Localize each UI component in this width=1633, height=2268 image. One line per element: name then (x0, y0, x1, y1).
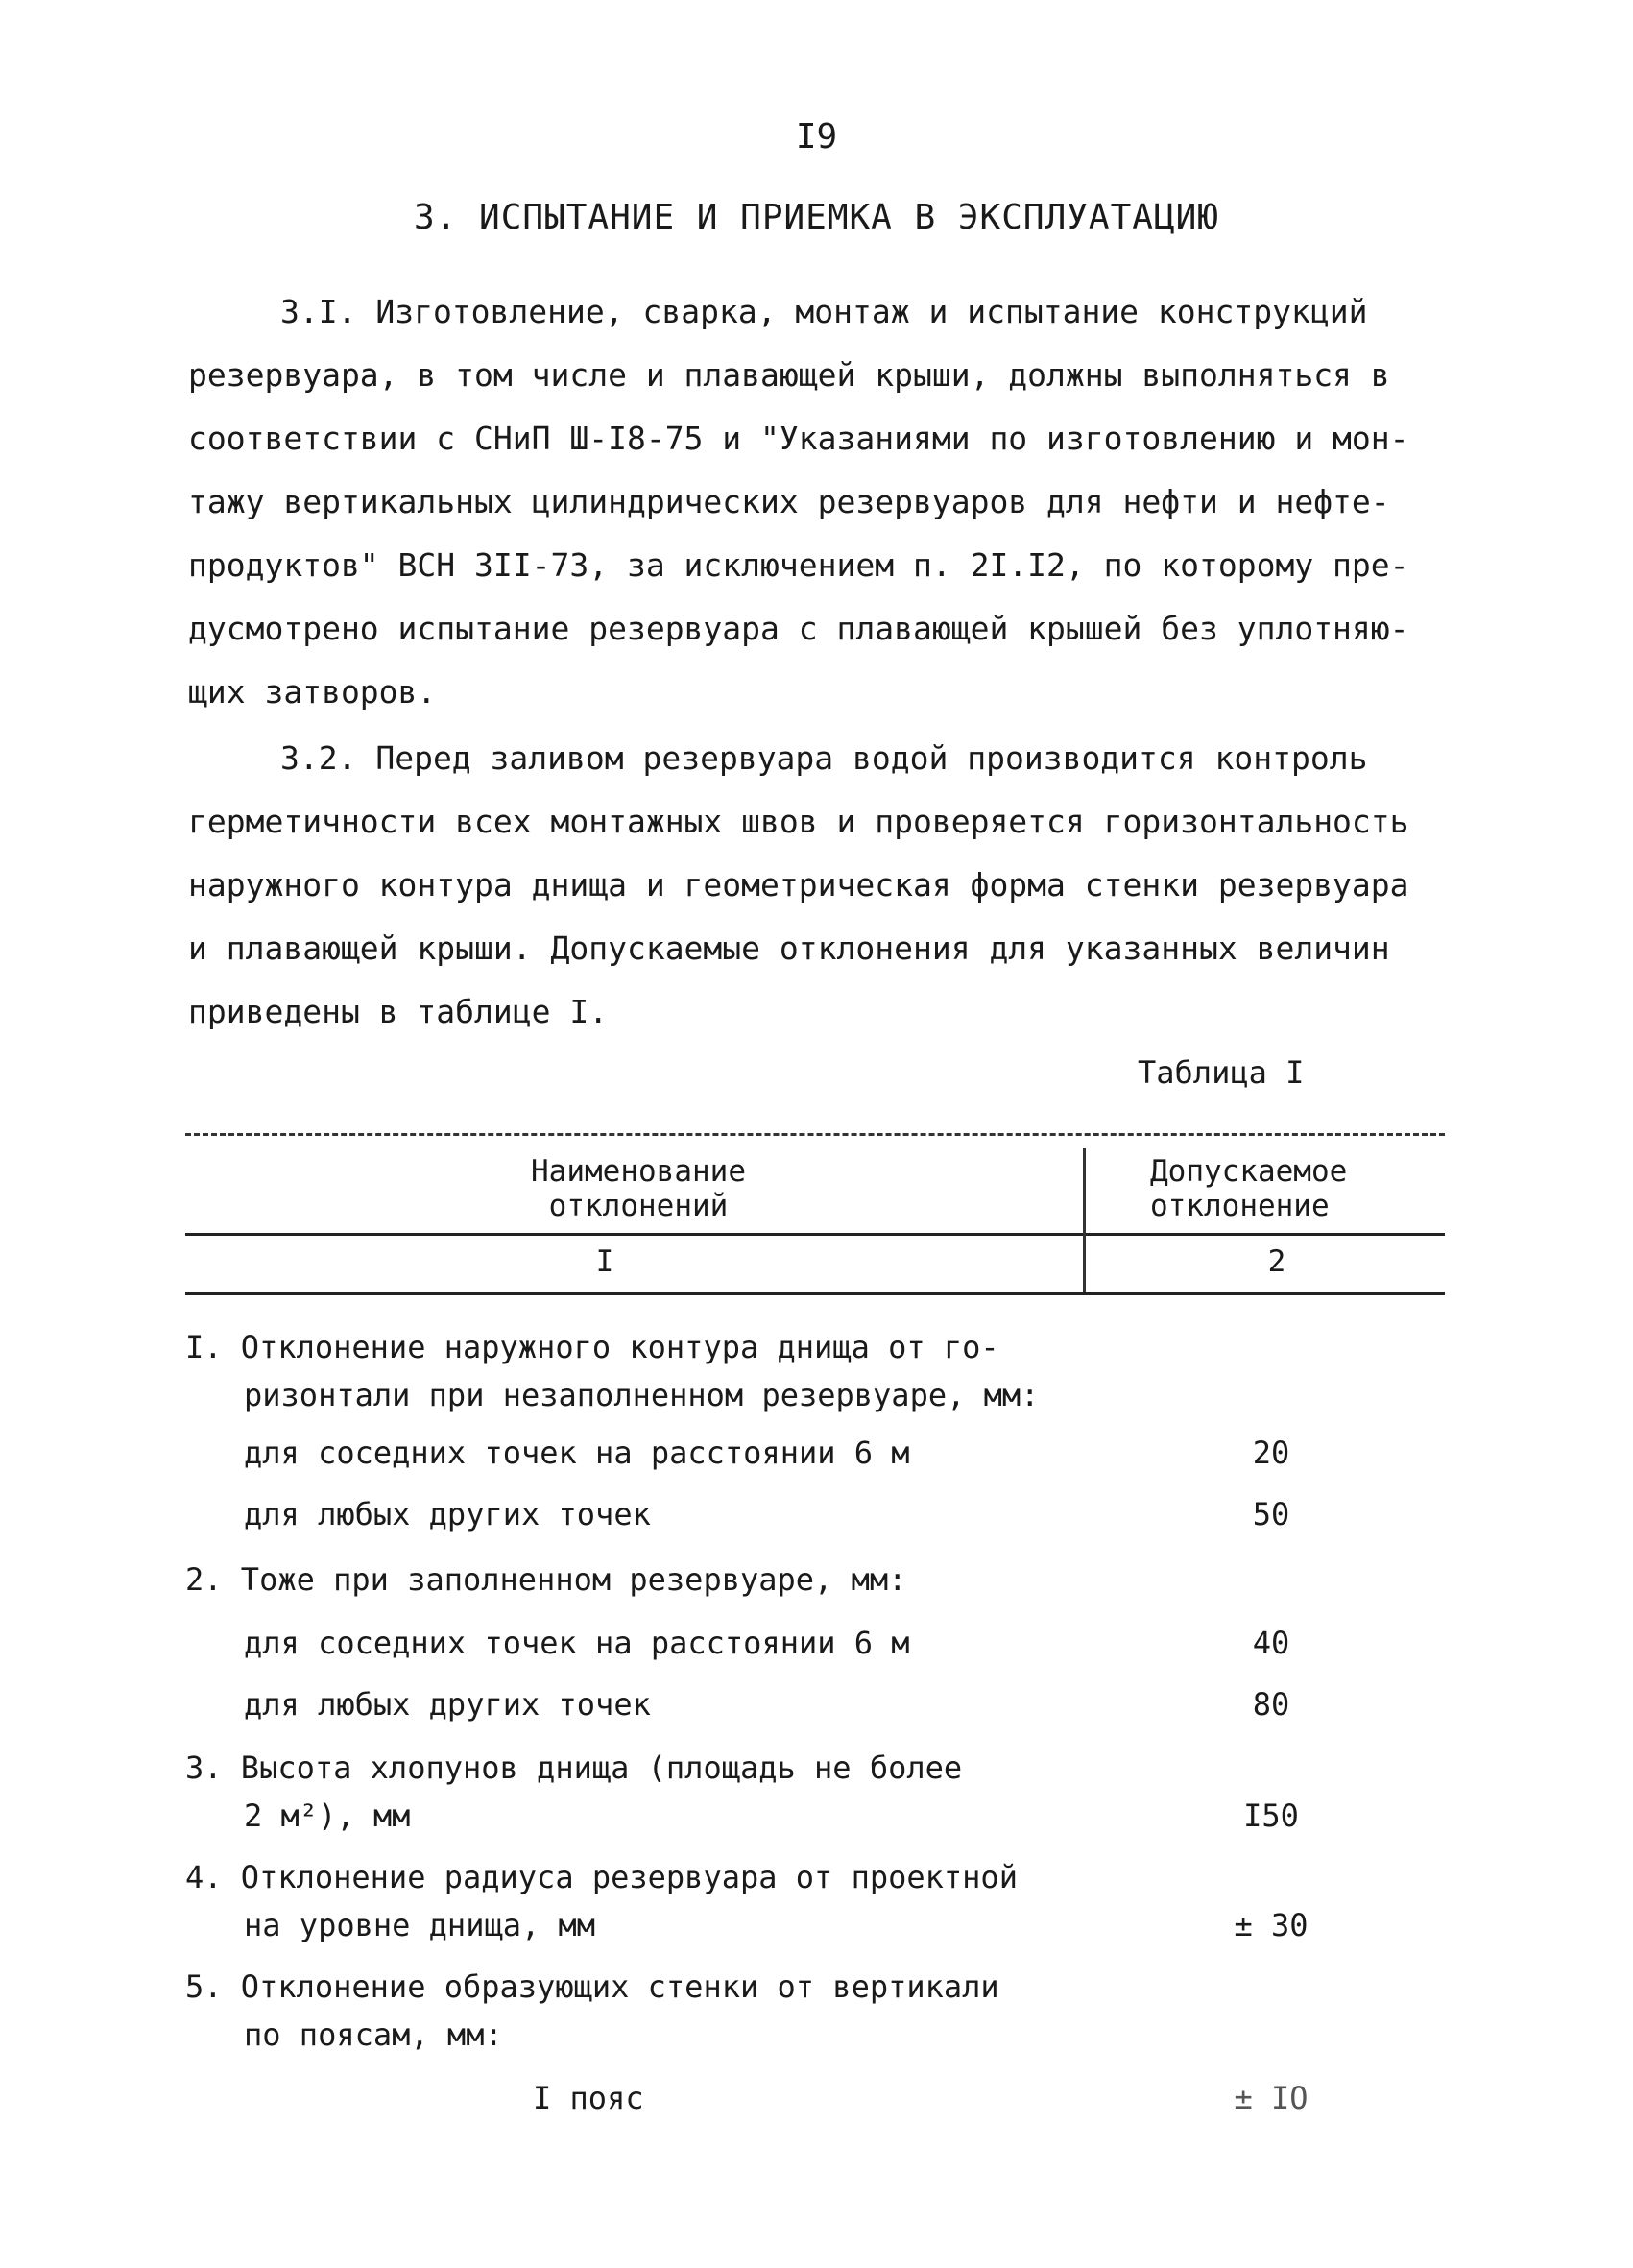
table-row: 2. Тоже при заполненном резервуаре, мм: (185, 1561, 907, 1598)
paragraph-line: щих затворов. (188, 673, 437, 711)
paragraph-line: и плавающей крыши. Допускаемые отклонения для указанных величин (188, 929, 1390, 967)
row-label-line2: 2 м²), мм (244, 1798, 411, 1834)
row-value: 40 (1252, 1625, 1290, 1661)
paragraph-line: наружного контура днища и геометрическая форма стенки резервуара (188, 866, 1409, 904)
table-top-rule (185, 1133, 1445, 1136)
table-row (185, 1853, 1018, 1949)
paragraph-3-1 (188, 280, 1409, 724)
table-header-rule (185, 1233, 1445, 1236)
row-value: I50 (1243, 1798, 1299, 1834)
row-label-line1: 5. Отклонение образующих стенки от вертикали (185, 1968, 999, 2005)
column-number-2: 2 (1267, 1244, 1286, 1279)
paragraph-line: дусмотрено испытание резервуара с плавающей крышей без уплотняю- (188, 610, 1409, 647)
table-row: I пояс (533, 2080, 644, 2116)
paragraph-3-2 (188, 727, 1409, 1044)
table-row: для любых других точек (244, 1496, 651, 1532)
header-col-2-line1: Допускаемое (1150, 1154, 1348, 1189)
paragraph-line: 3.I. Изготовление, сварка, монтаж и испытание конструкций (280, 293, 1368, 330)
row-label-line1: I. Отклонение наружного контура днища от го- (185, 1329, 999, 1365)
table-number-rule (185, 1292, 1445, 1295)
header-col-1-line1: Наименование (531, 1154, 746, 1189)
header-col-1 (432, 1154, 845, 1223)
row-label-line2: по поясам, мм: (244, 2016, 503, 2053)
row-label-line1: 3. Высота хлопунов днища (площадь не более (185, 1749, 963, 1786)
row-value: 50 (1252, 1496, 1290, 1532)
row-value: 80 (1252, 1686, 1290, 1723)
header-col-1-line2: отклонений (548, 1189, 729, 1223)
paragraph-line: продуктов" ВСН 3II-73, за исключением п. 2I.I2, по которому пре- (188, 546, 1409, 584)
paragraph-line: приведены в таблице I. (188, 993, 609, 1030)
row-value: ± IO (1234, 2080, 1309, 2116)
header-col-2-line2: отклонение (1150, 1189, 1330, 1223)
table-row (185, 1963, 999, 2059)
paragraph-line: герметичности всех монтажных швов и проверяется горизонтальность (188, 803, 1409, 840)
table-caption: Таблица I (1138, 1054, 1305, 1091)
row-value: 20 (1252, 1435, 1290, 1471)
paragraph-line: соответствии с СНиП Ш-I8-75 и "Указаниями по изготовлению и мон- (188, 420, 1409, 457)
column-divider (1083, 1148, 1086, 1292)
section-title: 3. ИСПЫТАНИЕ И ПРИЕМКА В ЭКСПЛУАТАЦИЮ (414, 198, 1219, 237)
paragraph-line: резервуара, в том числе и плавающей крыши, должны выполняться в (188, 356, 1390, 394)
table-row: для любых других точек (244, 1686, 651, 1723)
paragraph-line: тажу вертикальных цилиндрических резервуаров для нефти и нефте- (188, 483, 1390, 520)
row-label-line2: ризонтали при незаполненном резервуаре, мм: (244, 1377, 1040, 1413)
row-label-line2: на уровне днища, мм (244, 1907, 596, 1943)
row-label-line1: 4. Отклонение радиуса резервуара от проектной (185, 1859, 1018, 1895)
page-number: I9 (795, 117, 838, 157)
table-row (185, 1744, 962, 1840)
row-value: ± 30 (1234, 1907, 1309, 1943)
table-row: для соседних точек на расстоянии 6 м (244, 1625, 910, 1661)
header-col-2 (1150, 1154, 1347, 1223)
table-row (185, 1323, 1039, 1419)
paragraph-line: 3.2. Перед заливом резервуара водой производится контроль (280, 739, 1368, 777)
column-number-1: I (595, 1244, 614, 1279)
table-row: для соседних точек на расстоянии 6 м (244, 1435, 910, 1471)
